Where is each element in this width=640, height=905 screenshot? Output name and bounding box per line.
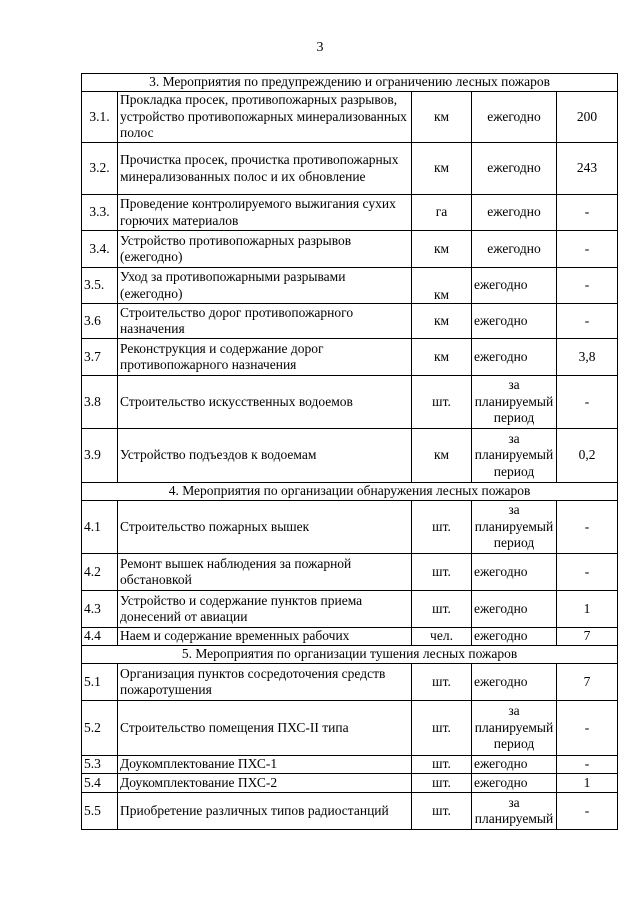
unit-cell: шт. xyxy=(412,774,472,793)
item-number: 3.5. xyxy=(82,268,118,304)
measure-name: Прочистка просек, прочистка противопожарных минерализованных полос и их обновление xyxy=(118,143,412,195)
measure-name: Уход за противопожарными разрывами (ежегодно) xyxy=(118,268,412,304)
unit-cell: км xyxy=(412,92,472,143)
unit-cell: шт. xyxy=(412,376,472,429)
period-cell: ежегодно xyxy=(472,195,557,231)
unit-cell: шт. xyxy=(412,554,472,591)
table-row xyxy=(82,554,618,591)
measure-name: Устройство подъездов к водоемам xyxy=(118,429,412,483)
unit-cell: шт. xyxy=(412,701,472,756)
item-number: 4.1 xyxy=(82,501,118,554)
period-cell: ежегодно xyxy=(472,591,557,628)
value-cell: - xyxy=(557,554,618,591)
value-cell: 7 xyxy=(557,664,618,701)
item-number: 4.2 xyxy=(82,554,118,591)
value-cell: - xyxy=(557,231,618,268)
unit-cell: га xyxy=(412,195,472,231)
item-number: 3.1. xyxy=(82,92,118,143)
item-number: 3.7 xyxy=(82,339,118,376)
measure-name: Устройство противопожарных разрывов (ежегодно) xyxy=(118,231,412,268)
table-row xyxy=(82,756,618,774)
value-cell: - xyxy=(557,793,618,830)
value-cell: - xyxy=(557,756,618,774)
measure-name: Реконструкция и содержание дорог противопожарного назначения xyxy=(118,339,412,376)
period-cell: за планируемый период xyxy=(472,376,557,429)
value-cell: - xyxy=(557,304,618,339)
unit-cell: км xyxy=(412,231,472,268)
unit-cell: км xyxy=(412,339,472,376)
unit-cell: км xyxy=(412,143,472,195)
period-cell: ежегодно xyxy=(472,231,557,268)
table-row xyxy=(82,304,618,339)
period-cell: ежегодно xyxy=(472,628,557,646)
section-header-row xyxy=(82,646,618,664)
period-cell: за планируемый период xyxy=(472,701,557,756)
period-cell: ежегодно xyxy=(472,268,557,304)
item-number: 3.2. xyxy=(82,143,118,195)
table-row xyxy=(82,231,618,268)
unit-cell: км xyxy=(412,429,472,483)
period-cell: ежегодно xyxy=(472,143,557,195)
measure-name: Строительство искусственных водоемов xyxy=(118,376,412,429)
value-cell: 3,8 xyxy=(557,339,618,376)
value-cell: 1 xyxy=(557,774,618,793)
table-row xyxy=(82,429,618,483)
unit-cell: км xyxy=(412,268,472,304)
item-number: 3.8 xyxy=(82,376,118,429)
period-cell: за планируемый xyxy=(472,793,557,830)
table-row xyxy=(82,195,618,231)
value-cell: 200 xyxy=(557,92,618,143)
item-number: 3.3. xyxy=(82,195,118,231)
table-row xyxy=(82,268,618,304)
value-cell: 0,2 xyxy=(557,429,618,483)
measure-name: Строительство дорог противопожарного назначения xyxy=(118,304,412,339)
item-number: 5.2 xyxy=(82,701,118,756)
item-number: 5.4 xyxy=(82,774,118,793)
item-number: 4.3 xyxy=(82,591,118,628)
table-row xyxy=(82,793,618,830)
table-row xyxy=(82,628,618,646)
value-cell: - xyxy=(557,268,618,304)
table-row xyxy=(82,376,618,429)
value-cell: 7 xyxy=(557,628,618,646)
unit-cell: км xyxy=(412,304,472,339)
measure-name: Строительство пожарных вышек xyxy=(118,501,412,554)
value-cell: - xyxy=(557,701,618,756)
item-number: 5.5 xyxy=(82,793,118,830)
measure-name: Приобретение различных типов радиостанций xyxy=(118,793,412,830)
unit-cell: шт. xyxy=(412,756,472,774)
measure-name: Прокладка просек, противопожарных разрывов, устройство противопожарных минерализованных полос xyxy=(118,92,412,143)
measure-name: Ремонт вышек наблюдения за пожарной обстановкой xyxy=(118,554,412,591)
item-number: 3.9 xyxy=(82,429,118,483)
value-cell: - xyxy=(557,501,618,554)
period-cell: за планируемый период xyxy=(472,501,557,554)
section-title: 3. Мероприятия по предупреждению и ограничению лесных пожаров xyxy=(82,74,618,92)
value-cell: - xyxy=(557,195,618,231)
measure-name: Строительство помещения ПХС-II типа xyxy=(118,701,412,756)
period-cell: ежегодно xyxy=(472,554,557,591)
measure-name: Наем и содержание временных рабочих xyxy=(118,628,412,646)
item-number: 5.3 xyxy=(82,756,118,774)
unit-cell: шт. xyxy=(412,664,472,701)
value-cell: 1 xyxy=(557,591,618,628)
period-cell: ежегодно xyxy=(472,304,557,339)
table-row xyxy=(82,92,618,143)
period-cell: ежегодно xyxy=(472,664,557,701)
measure-name: Организация пунктов сосредоточения средств пожаротушения xyxy=(118,664,412,701)
table-row xyxy=(82,143,618,195)
item-number: 4.4 xyxy=(82,628,118,646)
table-row xyxy=(82,774,618,793)
table-row xyxy=(82,701,618,756)
fire-measures-table xyxy=(81,73,618,830)
table-row xyxy=(82,339,618,376)
unit-cell: шт. xyxy=(412,591,472,628)
value-cell: - xyxy=(557,376,618,429)
section-header-row xyxy=(82,483,618,501)
measure-name: Устройство и содержание пунктов приема донесений от авиации xyxy=(118,591,412,628)
item-number: 3.6 xyxy=(82,304,118,339)
section-title: 4. Мероприятия по организации обнаружения лесных пожаров xyxy=(82,483,618,501)
item-number: 5.1 xyxy=(82,664,118,701)
unit-cell: шт. xyxy=(412,501,472,554)
table-row xyxy=(82,664,618,701)
item-number: 3.4. xyxy=(82,231,118,268)
measure-name: Доукомплектование ПХС-1 xyxy=(118,756,412,774)
table-row xyxy=(82,591,618,628)
section-title: 5. Мероприятия по организации тушения лесных пожаров xyxy=(82,646,618,664)
period-cell: ежегодно xyxy=(472,756,557,774)
page-number: 3 xyxy=(316,40,324,55)
period-cell: ежегодно xyxy=(472,774,557,793)
table-row xyxy=(82,501,618,554)
value-cell: 243 xyxy=(557,143,618,195)
period-cell: ежегодно xyxy=(472,92,557,143)
section-header-row xyxy=(82,74,618,92)
period-cell: за планируемый период xyxy=(472,429,557,483)
measure-name: Проведение контролируемого выжигания сухих горючих материалов xyxy=(118,195,412,231)
period-cell: ежегодно xyxy=(472,339,557,376)
measure-name: Доукомплектование ПХС-2 xyxy=(118,774,412,793)
unit-cell: чел. xyxy=(412,628,472,646)
unit-cell: шт. xyxy=(412,793,472,830)
